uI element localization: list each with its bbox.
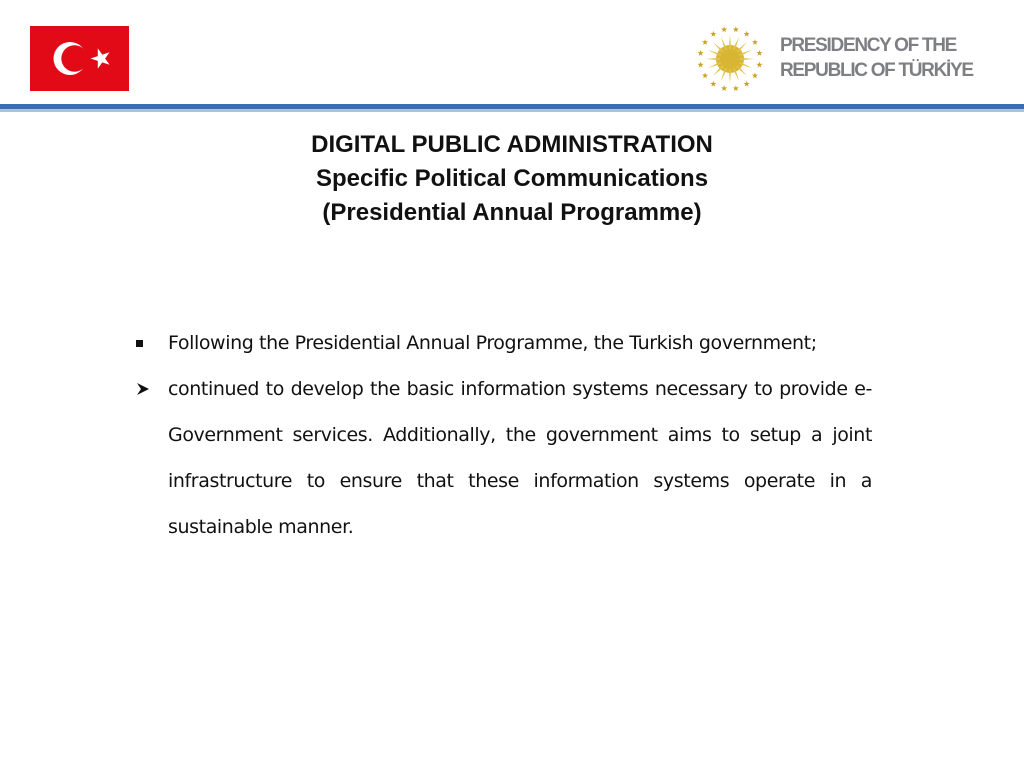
presidential-seal-icon xyxy=(696,25,764,93)
presidency-line-2: REPUBLIC OF TÜRKİYE xyxy=(780,60,973,81)
list-item xyxy=(132,366,872,550)
square-bullet-icon xyxy=(136,320,143,366)
title-line-3: (Presidential Annual Programme) xyxy=(322,199,702,226)
list-item-text: Following the Presidential Annual Programme, the Turkish government; xyxy=(168,332,817,354)
list-item-text: continued to develop the basic information systems necessary to provide e-Government services. Additionally, the government aims to setup a joint infrastructure to ensure that these information systems operate in a sustainable manner. xyxy=(168,378,872,538)
slide-title xyxy=(0,128,1024,230)
arrow-bullet-icon xyxy=(136,366,150,412)
presidency-line-1: PRESIDENCY OF THE xyxy=(780,35,957,56)
header-divider-accent xyxy=(0,109,1024,112)
title-line-1: DIGITAL PUBLIC ADMINISTRATION xyxy=(311,131,713,158)
list-item xyxy=(132,320,872,366)
slide-body xyxy=(132,320,872,550)
turkish-flag-icon xyxy=(30,26,129,91)
presidency-wordmark xyxy=(780,33,973,83)
title-line-2: Specific Political Communications xyxy=(315,165,709,192)
